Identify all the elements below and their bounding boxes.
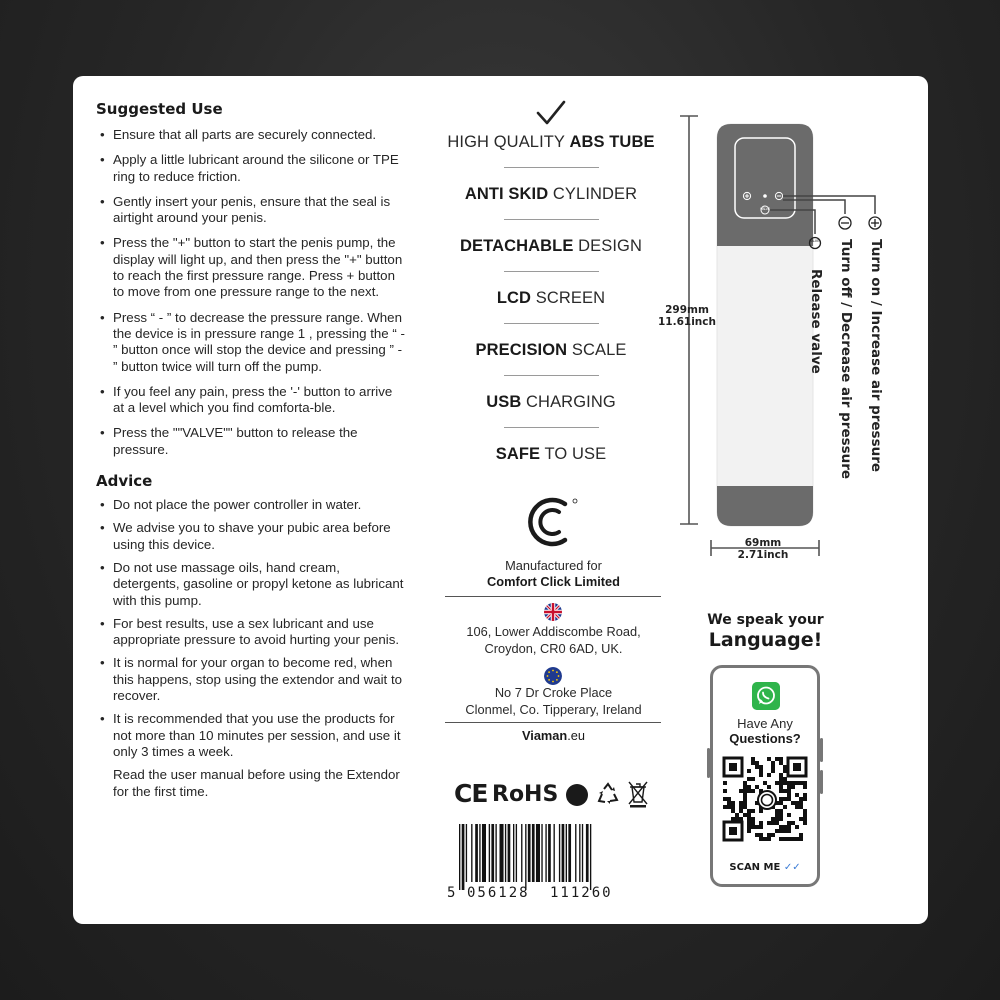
- list-item: • Do not use massage oils, hand cream, detergents, gasoline or propyl ketone as lubricant with this pump.: [96, 560, 406, 609]
- list-item: • We advise you to shave your pubic area before using this device.: [96, 520, 406, 553]
- height-inch: 11.61inch: [658, 316, 716, 328]
- scan-me-text: SCAN ME ✓✓: [729, 862, 801, 873]
- divider: [504, 323, 599, 324]
- divider: [504, 219, 599, 220]
- weee-bin-icon: [627, 780, 649, 808]
- green-dot-icon: [565, 783, 589, 807]
- phone-button: [820, 738, 823, 762]
- divider: [504, 167, 599, 168]
- list-item: • It is recommended that you use the products for not more than 10 minutes per session, and use it only 3 times a week.: [96, 711, 406, 760]
- feature-anti-skid: ANTI SKID CYLINDER: [464, 185, 638, 203]
- width-inch: 2.71inch: [737, 549, 789, 561]
- uk-address: [446, 624, 661, 657]
- valve-marker-label: VALVE: [809, 239, 820, 243]
- language-text: Language!: [708, 629, 823, 651]
- list-item: • Gently insert your penis, ensure that the seal is airtight around your penis.: [96, 194, 406, 227]
- list-item: • Press the ""VALVE"" button to release the pressure.: [96, 425, 406, 458]
- barcode-digit: 5: [447, 885, 456, 899]
- feature-abs-tube: HIGH QUALITY ABS TUBE: [447, 133, 655, 151]
- features-list: [441, 130, 661, 466]
- barcode-digits-right: 111260: [550, 885, 613, 899]
- eu-flag-icon: [544, 667, 562, 685]
- list-item: • For best results, use a sex lubricant and use appropriate pressure to avoid hurting your penis.: [96, 616, 406, 649]
- list-item: • It is normal for your organ to become red, when this happens, stop using the extendor and wait to recover.: [96, 655, 406, 704]
- we-speak-text: We speak your: [707, 612, 824, 628]
- ce-mark: CE: [454, 779, 488, 808]
- eu-address: [446, 685, 661, 718]
- address-line: Clonmel, Co. Tipperary, Ireland: [465, 701, 642, 717]
- manufacturer-block: [446, 558, 661, 590]
- height-mm: 299mm: [665, 304, 709, 316]
- feature-precision: PRECISION SCALE: [475, 341, 627, 359]
- height-dimension: [658, 304, 716, 328]
- list-item: • Ensure that all parts are securely connected.: [96, 127, 406, 143]
- qr-code[interactable]: [722, 756, 808, 842]
- divider: [504, 271, 599, 272]
- turn-on-label: Turn on / Increase air pressure: [868, 239, 884, 473]
- questions-text: Questions?: [729, 731, 801, 746]
- list-item: • Press the "+" button to start the penis pump, the display will light up, and then press the "+" button to reach the first pressure range. Press + button to move from one pressure range to the next.: [96, 235, 406, 300]
- phone-button: [820, 770, 823, 794]
- pump-base: [717, 486, 813, 526]
- divider: [445, 722, 661, 723]
- width-mm: 69mm: [744, 537, 782, 549]
- divider: [445, 596, 661, 597]
- feature-safe: SAFE TO USE: [495, 445, 607, 463]
- list-item: • If you feel any pain, press the '-' button to arrive at a level which you find comforta-ble.: [96, 384, 406, 417]
- advice-list: [96, 497, 406, 800]
- comfort-click-logo: [525, 494, 581, 550]
- turn-off-label: Turn off / Decrease air pressure: [838, 239, 854, 480]
- divider: [504, 427, 599, 428]
- barcode-digits-left: 056128: [467, 885, 530, 899]
- address-line: 106, Lower Addiscombe Road,: [466, 624, 641, 639]
- address-line: Croydon, CR0 6AD, UK.: [484, 640, 623, 656]
- rohs-mark: RoHS: [492, 782, 559, 807]
- width-dimension: [733, 537, 793, 561]
- manufactured-for: Manufactured for: [505, 558, 602, 573]
- website: Viaman.eu: [521, 728, 586, 743]
- suggested-use-title: Suggested Use: [96, 100, 223, 118]
- have-any-text: Have Any: [737, 716, 793, 731]
- instructions-column: [96, 100, 406, 807]
- advice-title: Advice: [96, 472, 153, 491]
- release-valve-label: Release valve: [808, 269, 824, 374]
- list-item: • Press “ - ” to decrease the pressure range. When the device is in pressure range 1 , pressing the “ - ” button once will stop the device and pressing ” - ” button twice will turn off the pump.: [96, 310, 406, 375]
- suggested-use-list: [96, 127, 406, 458]
- feature-lcd: LCD SCREEN: [496, 289, 606, 307]
- packaging-card: [73, 76, 928, 924]
- phone-graphic: [710, 665, 820, 887]
- manufacturer-name: Comfort Click Limited: [487, 574, 620, 589]
- recycle-icon: [595, 782, 621, 808]
- feature-detachable: DETACHABLE DESIGN: [460, 237, 642, 255]
- valve-button-label: VALVE: [759, 207, 771, 211]
- divider: [504, 375, 599, 376]
- closing-note: Read the user manual before using the Extendor for the first time.: [113, 767, 400, 799]
- feature-usb: USB CHARGING: [486, 393, 616, 411]
- list-item: • Apply a little lubricant around the silicone or TPE ring to reduce friction.: [96, 152, 406, 185]
- phone-button: [707, 748, 710, 778]
- whatsapp-icon: [752, 682, 780, 710]
- uk-flag-icon: [544, 603, 562, 621]
- list-item: • Do not place the power controller in water.: [96, 497, 406, 513]
- barcode: [445, 824, 640, 899]
- checkmark-icon: [535, 98, 567, 128]
- certification-marks: [454, 777, 654, 811]
- address-line: No 7 Dr Croke Place: [494, 685, 613, 700]
